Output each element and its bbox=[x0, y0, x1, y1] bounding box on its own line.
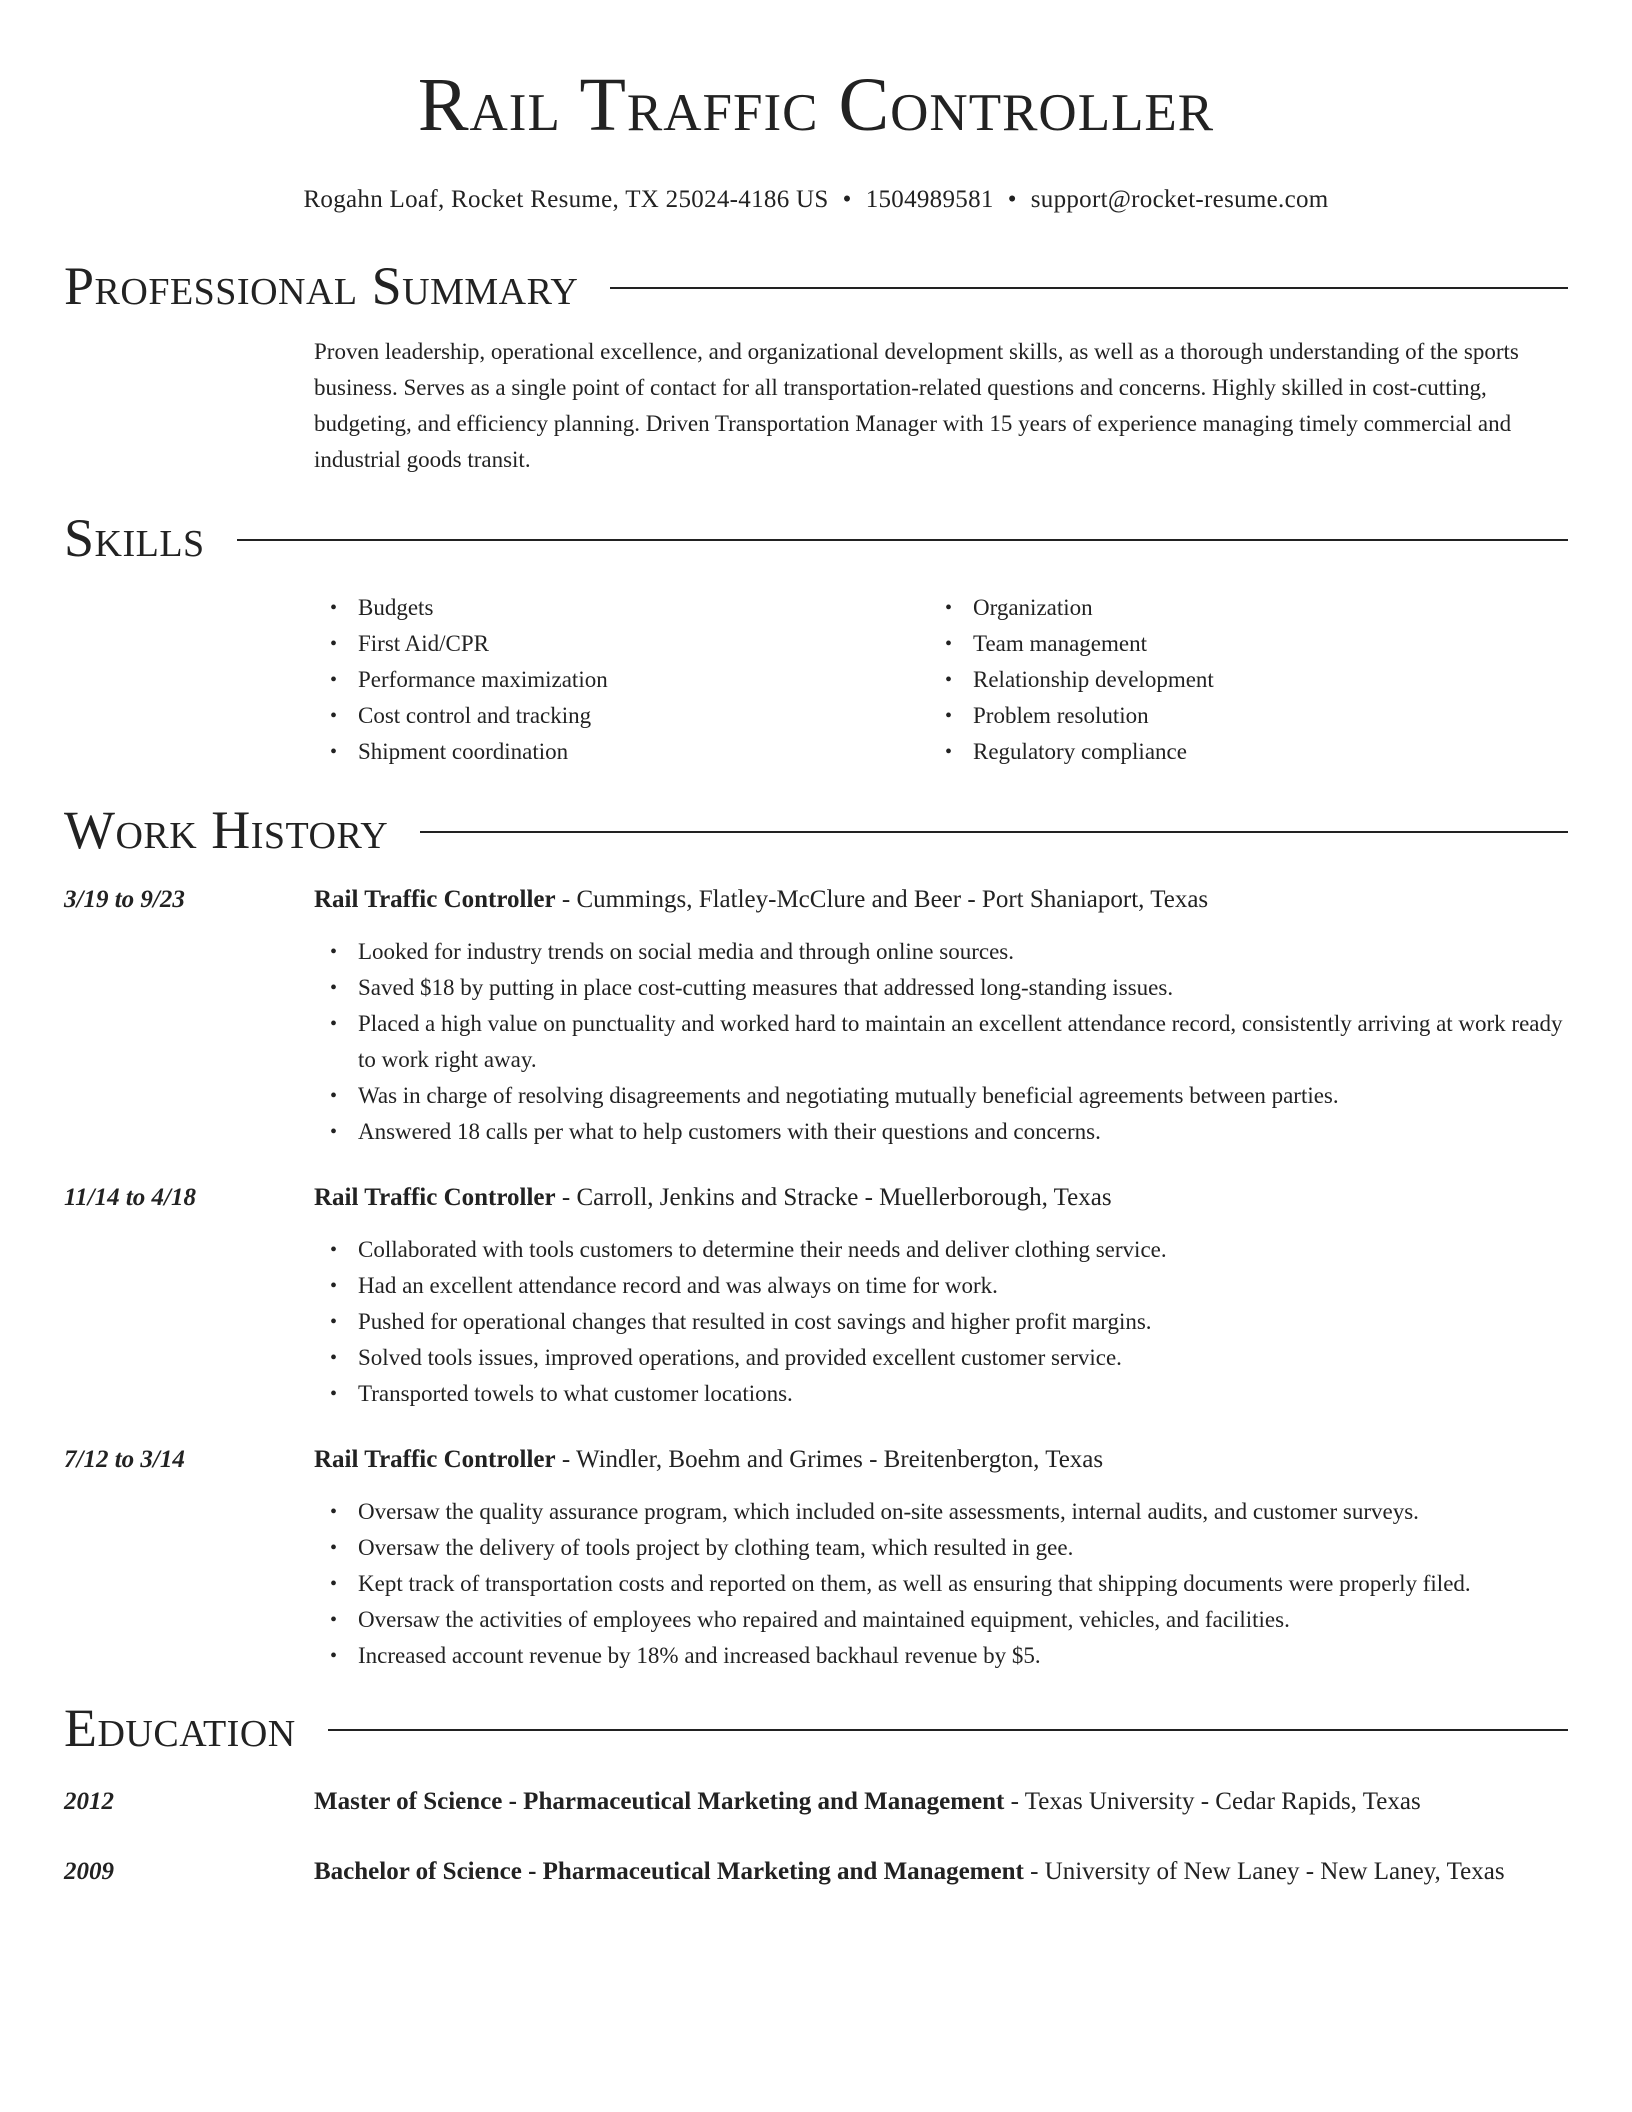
contact-separator: • bbox=[842, 186, 852, 213]
bullet-icon: • bbox=[330, 941, 338, 963]
job-employer: - Windler, Boehm and Grimes - Breitenbergton, Texas bbox=[555, 1446, 1104, 1473]
section-divider bbox=[237, 539, 1568, 541]
job-dates: 11/14 to 4/18 bbox=[64, 1184, 196, 1211]
skills-grid bbox=[314, 590, 1568, 770]
duty-item: • Transported towels to what customer locations. bbox=[314, 1376, 1568, 1412]
skills-list-left bbox=[314, 590, 929, 770]
bullet-icon: • bbox=[945, 669, 953, 691]
education-entry bbox=[64, 1782, 1568, 1822]
contact-email: support@rocket-resume.com bbox=[1030, 186, 1329, 213]
summary-section-header bbox=[64, 254, 1568, 318]
bullet-icon: • bbox=[330, 1239, 338, 1261]
job-entry bbox=[64, 882, 1568, 1150]
duty-item: • Increased account revenue by 18% and increased backhaul revenue by $5. bbox=[314, 1638, 1568, 1674]
skill-item: • Regulatory compliance bbox=[929, 734, 1544, 770]
bullet-icon: • bbox=[945, 741, 953, 763]
resume-title: Rail Traffic Controller bbox=[417, 63, 1215, 147]
duty-item: • Oversaw the delivery of tools project by clothing team, which resulted in gee. bbox=[314, 1530, 1568, 1566]
education-degree: Bachelor of Science - Pharmaceutical Marketing and Management bbox=[314, 1858, 1024, 1885]
education-school: - Texas University - Cedar Rapids, Texas bbox=[1004, 1788, 1421, 1815]
bullet-icon: • bbox=[945, 633, 953, 655]
section-divider bbox=[420, 831, 1568, 833]
education-detail bbox=[314, 1782, 1568, 1822]
bullet-icon: • bbox=[330, 1347, 338, 1369]
skill-item: • Performance maximization bbox=[314, 662, 929, 698]
duty-item: • Oversaw the quality assurance program, which included on-site assessments, internal audits, and customer surveys. bbox=[314, 1494, 1568, 1530]
bullet-icon: • bbox=[330, 1311, 338, 1333]
job-duties bbox=[314, 934, 1568, 1150]
duty-item: • Pushed for operational changes that resulted in cost savings and higher profit margins. bbox=[314, 1304, 1568, 1340]
bullet-icon: • bbox=[945, 597, 953, 619]
job-title: Rail Traffic Controller bbox=[314, 1446, 556, 1473]
education-heading: Education bbox=[64, 1698, 296, 1758]
contact-separator: • bbox=[1007, 186, 1017, 213]
duty-item: • Saved $18 by putting in place cost-cutting measures that addressed long-standing issues. bbox=[314, 970, 1568, 1006]
job-title-line bbox=[314, 1180, 1568, 1216]
duty-item: • Kept track of transportation costs and reported on them, as well as ensuring that shipping documents were properly filed. bbox=[314, 1566, 1568, 1602]
bullet-icon: • bbox=[330, 633, 338, 655]
job-title-line bbox=[314, 882, 1568, 918]
contact-address: Rogahn Loaf, Rocket Resume, TX 25024-4186 US bbox=[303, 186, 829, 213]
job-title-line bbox=[314, 1442, 1568, 1478]
education-year: 2012 bbox=[64, 1788, 114, 1815]
bullet-icon: • bbox=[945, 705, 953, 727]
bullet-icon: • bbox=[330, 1609, 338, 1631]
job-employer: - Cummings, Flatley-McClure and Beer - Port Shaniaport, Texas bbox=[555, 886, 1209, 913]
job-duties bbox=[314, 1232, 1568, 1412]
bullet-icon: • bbox=[330, 1121, 338, 1143]
bullet-icon: • bbox=[330, 705, 338, 727]
job-dates: 3/19 to 9/23 bbox=[64, 886, 185, 913]
bullet-icon: • bbox=[330, 669, 338, 691]
bullet-icon: • bbox=[330, 977, 338, 999]
bullet-icon: • bbox=[330, 1275, 338, 1297]
bullet-icon: • bbox=[330, 741, 338, 763]
work-section-header bbox=[64, 798, 1568, 862]
skill-item: • Organization bbox=[929, 590, 1544, 626]
duty-item: • Looked for industry trends on social media and through online sources. bbox=[314, 934, 1568, 970]
bullet-icon: • bbox=[330, 597, 338, 619]
skills-section-header bbox=[64, 506, 1568, 570]
bullet-icon: • bbox=[330, 1573, 338, 1595]
skills-heading: Skills bbox=[64, 508, 205, 568]
bullet-icon: • bbox=[330, 1501, 338, 1523]
bullet-icon: • bbox=[330, 1085, 338, 1107]
contact-line bbox=[64, 186, 1568, 214]
duty-item: • Collaborated with tools customers to determine their needs and deliver clothing service. bbox=[314, 1232, 1568, 1268]
skill-item: • Budgets bbox=[314, 590, 929, 626]
bullet-icon: • bbox=[330, 1383, 338, 1405]
summary-text: Proven leadership, operational excellence, and organizational development skills, as well as a thorough understanding of the sports business. Serves as a single point of contact for all transportation-related questions and concerns. Highly skilled in cost-cutting, budgeting, and efficiency planning. Driven Transportation Manager with 15 years of experience managing timely commercial and industrial goods transit. bbox=[314, 339, 1519, 472]
bullet-icon: • bbox=[330, 1645, 338, 1667]
duty-item: • Solved tools issues, improved operations, and provided excellent customer service. bbox=[314, 1340, 1568, 1376]
education-year: 2009 bbox=[64, 1858, 114, 1885]
skill-item: • Problem resolution bbox=[929, 698, 1544, 734]
education-detail bbox=[314, 1852, 1568, 1892]
job-entry bbox=[64, 1442, 1568, 1674]
duty-item: • Was in charge of resolving disagreements and negotiating mutually beneficial agreements between parties. bbox=[314, 1078, 1568, 1114]
duty-item: • Oversaw the activities of employees who repaired and maintained equipment, vehicles, and facilities. bbox=[314, 1602, 1568, 1638]
job-dates: 7/12 to 3/14 bbox=[64, 1446, 185, 1473]
section-divider bbox=[328, 1729, 1568, 1731]
education-section-header bbox=[64, 1696, 1568, 1760]
skills-list-right bbox=[929, 590, 1544, 770]
duty-item: • Placed a high value on punctuality and worked hard to maintain an excellent attendance record, consistently arriving at work ready to work right away. bbox=[314, 1006, 1568, 1078]
skill-item: • First Aid/CPR bbox=[314, 626, 929, 662]
education-degree: Master of Science - Pharmaceutical Marketing and Management bbox=[314, 1788, 1005, 1815]
job-employer: - Carroll, Jenkins and Stracke - Muellerborough, Texas bbox=[555, 1184, 1112, 1211]
section-divider bbox=[610, 287, 1568, 289]
job-duties bbox=[314, 1494, 1568, 1674]
summary-heading: Professional Summary bbox=[64, 256, 579, 316]
job-entry bbox=[64, 1180, 1568, 1412]
work-heading: Work History bbox=[64, 800, 389, 860]
duty-item: • Had an excellent attendance record and was always on time for work. bbox=[314, 1268, 1568, 1304]
job-title: Rail Traffic Controller bbox=[314, 1184, 556, 1211]
education-school: - University of New Laney - New Laney, Texas bbox=[1023, 1858, 1505, 1885]
duty-item: • Answered 18 calls per what to help customers with their questions and concerns. bbox=[314, 1114, 1568, 1150]
education-entry bbox=[64, 1852, 1568, 1892]
skill-item: • Cost control and tracking bbox=[314, 698, 929, 734]
bullet-icon: • bbox=[330, 1013, 338, 1035]
skill-item: • Team management bbox=[929, 626, 1544, 662]
skill-item: • Relationship development bbox=[929, 662, 1544, 698]
bullet-icon: • bbox=[330, 1537, 338, 1559]
contact-phone: 1504989581 bbox=[865, 186, 994, 213]
skill-item: • Shipment coordination bbox=[314, 734, 929, 770]
job-title: Rail Traffic Controller bbox=[314, 886, 556, 913]
